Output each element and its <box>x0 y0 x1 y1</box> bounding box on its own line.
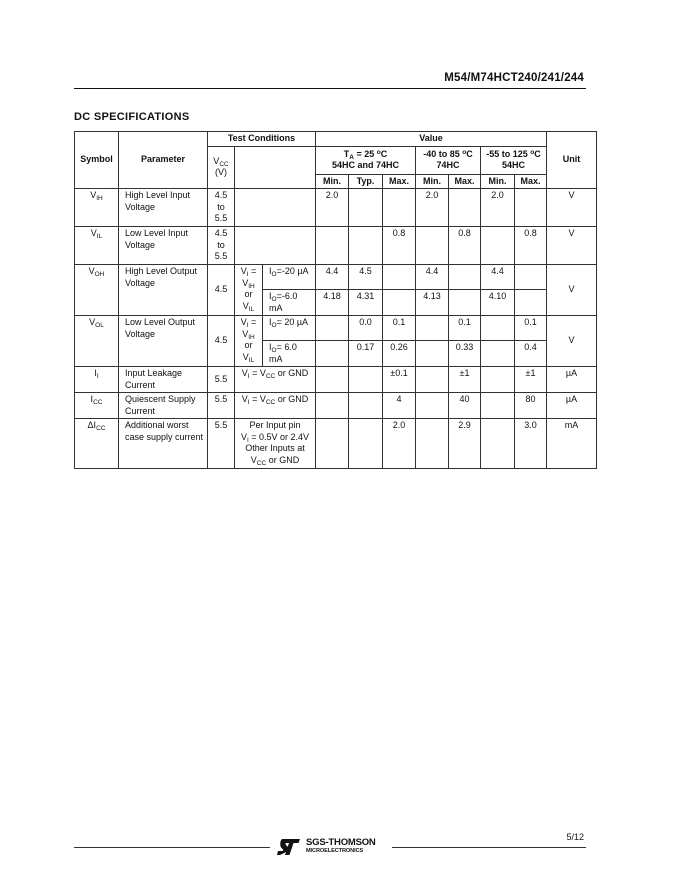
voh-symbol-main: V <box>88 266 95 276</box>
vol-current-1 <box>263 316 316 341</box>
ii-symbol-sub: I <box>96 373 99 380</box>
document-title: M54/M74HCT240/241/244 <box>444 72 584 84</box>
parameter-header: Parameter <box>119 132 208 189</box>
ii-max-125: ±1 <box>515 367 547 393</box>
voh-vih-sub: IH <box>248 282 255 290</box>
ta-value: = 25 <box>353 148 377 159</box>
vcc-header-sub: CC <box>219 160 229 168</box>
dicc-parameter: Additional worst case supply current <box>119 419 208 469</box>
range125-family: 54HC <box>501 160 525 170</box>
vil-min-125 <box>481 227 515 265</box>
voh-parameter: High Level Output Voltage <box>119 265 208 316</box>
voh-symbol-sub: OH <box>94 271 105 278</box>
value-header: Value <box>316 132 547 147</box>
voh-current-2 <box>263 290 316 316</box>
vil-parameter: Low Level Input Voltage <box>119 227 208 265</box>
vol-symbol-main: V <box>89 317 96 327</box>
vol-vih-main: V <box>242 328 249 339</box>
vol-r1-max-85: 0.1 <box>449 316 481 341</box>
ii-typ-25 <box>349 367 383 393</box>
vil-typ-25 <box>349 227 383 265</box>
voh-unit: V <box>547 265 597 316</box>
range85-family: 74HC <box>436 160 460 170</box>
vil-min-25 <box>316 227 349 265</box>
sgs-thomson-logo <box>276 836 386 858</box>
voh-r1-min-25: 4.4 <box>316 265 349 290</box>
range125-range: -55 to 125 <box>486 148 531 159</box>
vih-max-85 <box>449 189 481 227</box>
vil-symbol-sub: IL <box>96 233 103 240</box>
vol-parameter: Low Level Output Voltage <box>119 316 208 367</box>
voh-vil-sub: IL <box>248 305 255 313</box>
vih-min-85: 2.0 <box>416 189 449 227</box>
dicc-max-125: 3.0 <box>515 419 547 469</box>
range85-range: -40 to 85 <box>423 148 463 159</box>
vil-vcc-l2: to <box>217 239 225 250</box>
vol-c2-sub: O <box>271 347 277 354</box>
ta-family: 54HC and 74HC <box>331 160 400 170</box>
vol-current-2 <box>263 341 316 367</box>
voh-c2-sub: O <box>271 296 277 303</box>
test-conditions-header: Test Conditions <box>208 132 316 147</box>
ii-max-25: ±0.1 <box>383 367 416 393</box>
ii-symbol-main: I <box>94 368 97 378</box>
dicc-symbol <box>75 419 119 469</box>
voh-r2-typ-25: 4.31 <box>349 290 383 316</box>
vol-r1-min-85 <box>416 316 449 341</box>
typ-25-header: Typ. <box>349 174 383 189</box>
voh-r2-min-125: 4.10 <box>481 290 515 316</box>
vol-c1-sub: O <box>271 322 277 329</box>
dicc-cond-l4-v: V <box>250 454 257 465</box>
vol-r1-max-25: 0.1 <box>383 316 416 341</box>
ta-c: C <box>380 148 388 159</box>
dicc-cond-l2-v: V <box>240 431 247 442</box>
max-125-header: Max. <box>515 174 547 189</box>
vol-c2-val: = 6.0 mA <box>269 342 297 364</box>
vol-vil-sub: IL <box>248 356 255 364</box>
voh-r2-max-125 <box>515 290 547 316</box>
vil-symbol-main: V <box>90 228 97 238</box>
vil-conditions <box>235 227 316 265</box>
table-row-delta-icc <box>75 419 597 469</box>
icc-max-85: 40 <box>449 393 481 419</box>
vih-vcc-l1: 4.5 <box>214 190 228 200</box>
vol-vih-sub: IH <box>248 333 255 341</box>
vil-max-85: 0.8 <box>449 227 481 265</box>
icc-cond-sub: I <box>247 399 250 406</box>
ta25-header <box>316 146 416 174</box>
ii-cond-v: V <box>241 368 248 378</box>
vol-r2-min-25 <box>316 341 349 367</box>
icc-vcc: 5.5 <box>208 393 235 419</box>
icc-cond-sub2: CC <box>265 399 276 406</box>
dicc-cond-l4-rest: or GND <box>266 454 300 465</box>
voh-c1-val: =-20 µA <box>276 266 309 276</box>
voh-c1-sub: O <box>271 271 277 278</box>
icc-cond-rest: or GND <box>275 394 309 404</box>
ii-min-125 <box>481 367 515 393</box>
icc-condition <box>235 393 316 419</box>
voh-r1-typ-25: 4.5 <box>349 265 383 290</box>
icc-cond-v: V <box>241 394 248 404</box>
dicc-typ-25 <box>349 419 383 469</box>
vil-max-125: 0.8 <box>515 227 547 265</box>
vol-r2-max-25: 0.26 <box>383 341 416 367</box>
table-row-ii <box>75 367 597 393</box>
icc-min-85 <box>416 393 449 419</box>
range125-c: C <box>534 148 541 159</box>
vih-conditions <box>235 189 316 227</box>
max-25-header: Max. <box>383 174 416 189</box>
vol-symbol-sub: OL <box>95 322 104 329</box>
voh-r2-max-85 <box>449 290 481 316</box>
header-row-1 <box>75 132 597 147</box>
ii-min-25 <box>316 367 349 393</box>
vol-vi-sub: I <box>246 322 249 329</box>
min-125-header: Min. <box>481 174 515 189</box>
icc-min-125 <box>481 393 515 419</box>
dicc-max-85: 2.9 <box>449 419 481 469</box>
dc-specifications-table <box>74 131 597 469</box>
icc-min-25 <box>316 393 349 419</box>
icc-parameter: Quiescent Supply Current <box>119 393 208 419</box>
vol-r2-max-85: 0.33 <box>449 341 481 367</box>
ii-parameter: Input Leakage Current <box>119 367 208 393</box>
voh-r1-max-25 <box>383 265 416 290</box>
symbol-header: Symbol <box>75 132 119 189</box>
vil-vcc-l3: 5.5 <box>214 251 228 261</box>
min-85-header: Min. <box>416 174 449 189</box>
dicc-max-25: 2.0 <box>383 419 416 469</box>
vil-vcc-l1: 4.5 <box>214 228 228 238</box>
dicc-cond-l1: Per Input pin <box>249 420 301 430</box>
vih-vcc <box>208 189 235 227</box>
vih-max-25 <box>383 189 416 227</box>
vih-symbol <box>75 189 119 227</box>
vih-vcc-l3: 5.5 <box>214 213 228 223</box>
vil-symbol <box>75 227 119 265</box>
dicc-min-25 <box>316 419 349 469</box>
vol-c1-val: = 20 µA <box>276 317 309 327</box>
ta-prefix: T <box>343 148 350 159</box>
vih-max-125 <box>515 189 547 227</box>
voh-vih-main: V <box>242 277 249 288</box>
table-row-icc <box>75 393 597 419</box>
ta-sub: A <box>349 153 354 161</box>
vih-typ-25 <box>349 189 383 227</box>
voh-symbol <box>75 265 119 316</box>
icc-typ-25 <box>349 393 383 419</box>
vol-r2-min-125 <box>481 341 515 367</box>
vcc-header-main: V <box>213 155 220 166</box>
vol-r1-min-25 <box>316 316 349 341</box>
voh-r1-min-85: 4.4 <box>416 265 449 290</box>
vih-unit: V <box>547 189 597 227</box>
dicc-cond-l4-sub: CC <box>256 459 267 467</box>
voh-r1-min-125: 4.4 <box>481 265 515 290</box>
footer-rule-right <box>392 847 586 848</box>
section-title: DC SPECIFICATIONS <box>74 111 190 123</box>
vol-vcc: 4.5 <box>208 316 235 367</box>
ii-cond-sub2: CC <box>265 373 276 380</box>
ii-vcc: 5.5 <box>208 367 235 393</box>
voh-r1-max-85 <box>449 265 481 290</box>
vil-min-85 <box>416 227 449 265</box>
voh-vi-condition <box>235 265 263 316</box>
icc-max-125: 80 <box>515 393 547 419</box>
dicc-cond-l2-rest: = 0.5V or 2.4V <box>248 431 310 442</box>
voh-vi-sub: I <box>246 271 249 278</box>
dicc-unit: mA <box>547 419 597 469</box>
range85-degree: o <box>462 148 467 156</box>
voh-c2-val: =-6.0 mA <box>269 291 298 313</box>
max-85-header: Max. <box>449 174 481 189</box>
footer-rule-left <box>74 847 270 848</box>
vol-r1-min-125 <box>481 316 515 341</box>
ii-unit: µA <box>547 367 597 393</box>
header-rule <box>74 88 586 89</box>
dicc-condition <box>235 419 316 469</box>
icc-symbol-sub: CC <box>93 399 103 406</box>
vol-c1-main: I <box>269 317 272 327</box>
voh-vcc: 4.5 <box>208 265 235 316</box>
icc-unit: µA <box>547 393 597 419</box>
voh-r2-min-25: 4.18 <box>316 290 349 316</box>
ii-cond-eq: = V <box>249 368 266 378</box>
st-logo-shape <box>277 839 300 855</box>
conditions-header-blank <box>235 146 316 189</box>
icc-symbol <box>75 393 119 419</box>
vil-vcc <box>208 227 235 265</box>
voh-or: or <box>244 289 253 299</box>
icc-cond-eq: = V <box>249 394 266 404</box>
ii-symbol <box>75 367 119 393</box>
voh-c2-main: I <box>269 291 272 301</box>
vol-r2-typ-25: 0.17 <box>349 341 383 367</box>
vol-vil-main: V <box>242 351 249 362</box>
range85-header <box>416 146 481 174</box>
icc-symbol-main: I <box>90 394 94 404</box>
voh-c1-main: I <box>269 266 272 276</box>
st-logo-icon <box>276 837 302 857</box>
ta-degree: o <box>376 148 381 156</box>
dicc-cond-l3: Other Inputs at <box>245 443 305 453</box>
vih-min-125: 2.0 <box>481 189 515 227</box>
icc-max-25: 4 <box>383 393 416 419</box>
table-row-vih <box>75 189 597 227</box>
voh-current-1 <box>263 265 316 290</box>
vih-parameter: High Level Input Voltage <box>119 189 208 227</box>
range125-header <box>481 146 547 174</box>
vil-unit: V <box>547 227 597 265</box>
vol-c2-main: I <box>269 342 272 352</box>
min-25-header: Min. <box>316 174 349 189</box>
range85-c: C <box>466 148 473 159</box>
logo-brand-subtext: MICROELECTRONICS <box>306 848 364 854</box>
dicc-min-125 <box>481 419 515 469</box>
table-row-vil <box>75 227 597 265</box>
vol-r1-typ-25: 0.0 <box>349 316 383 341</box>
voh-vi-eq: = <box>248 266 257 276</box>
vol-r2-max-125: 0.4 <box>515 341 547 367</box>
vih-symbol-main: V <box>90 190 97 200</box>
range125-degree: o <box>530 148 535 156</box>
vol-r1-max-125: 0.1 <box>515 316 547 341</box>
dicc-min-85 <box>416 419 449 469</box>
vol-unit: V <box>547 316 597 367</box>
voh-r1-max-125 <box>515 265 547 290</box>
voh-vil-main: V <box>242 300 249 311</box>
ii-min-85 <box>416 367 449 393</box>
unit-header: Unit <box>547 132 597 189</box>
voh-r2-min-85: 4.13 <box>416 290 449 316</box>
vih-symbol-sub: IH <box>96 195 103 202</box>
table-row-voh-1 <box>75 265 597 290</box>
vol-r2-min-85 <box>416 341 449 367</box>
logo-brand-text: SGS-THOMSON <box>306 837 376 848</box>
vol-vi-main: V <box>240 317 247 327</box>
page-number: 5/12 <box>566 832 584 842</box>
dicc-symbol-main: ΔI <box>87 420 97 430</box>
ii-cond-rest: or GND <box>275 368 309 378</box>
dicc-vcc: 5.5 <box>208 419 235 469</box>
vil-max-25: 0.8 <box>383 227 416 265</box>
vol-vi-eq: = <box>248 317 257 327</box>
vcc-header-unit: (V) <box>215 167 227 178</box>
table-row-vol-1 <box>75 316 597 341</box>
vih-vcc-l2: to <box>217 201 225 212</box>
dicc-cond-l2-sub: I <box>246 436 249 444</box>
vcc-header <box>208 146 235 189</box>
ii-max-85: ±1 <box>449 367 481 393</box>
vol-symbol <box>75 316 119 367</box>
voh-r2-max-25 <box>383 290 416 316</box>
voh-vi-main: V <box>240 266 247 276</box>
dicc-symbol-sub: CC <box>96 425 106 432</box>
vol-or: or <box>244 340 253 350</box>
ii-cond-sub: I <box>247 373 250 380</box>
vol-vi-condition <box>235 316 263 367</box>
vih-min-25: 2.0 <box>316 189 349 227</box>
ii-condition <box>235 367 316 393</box>
